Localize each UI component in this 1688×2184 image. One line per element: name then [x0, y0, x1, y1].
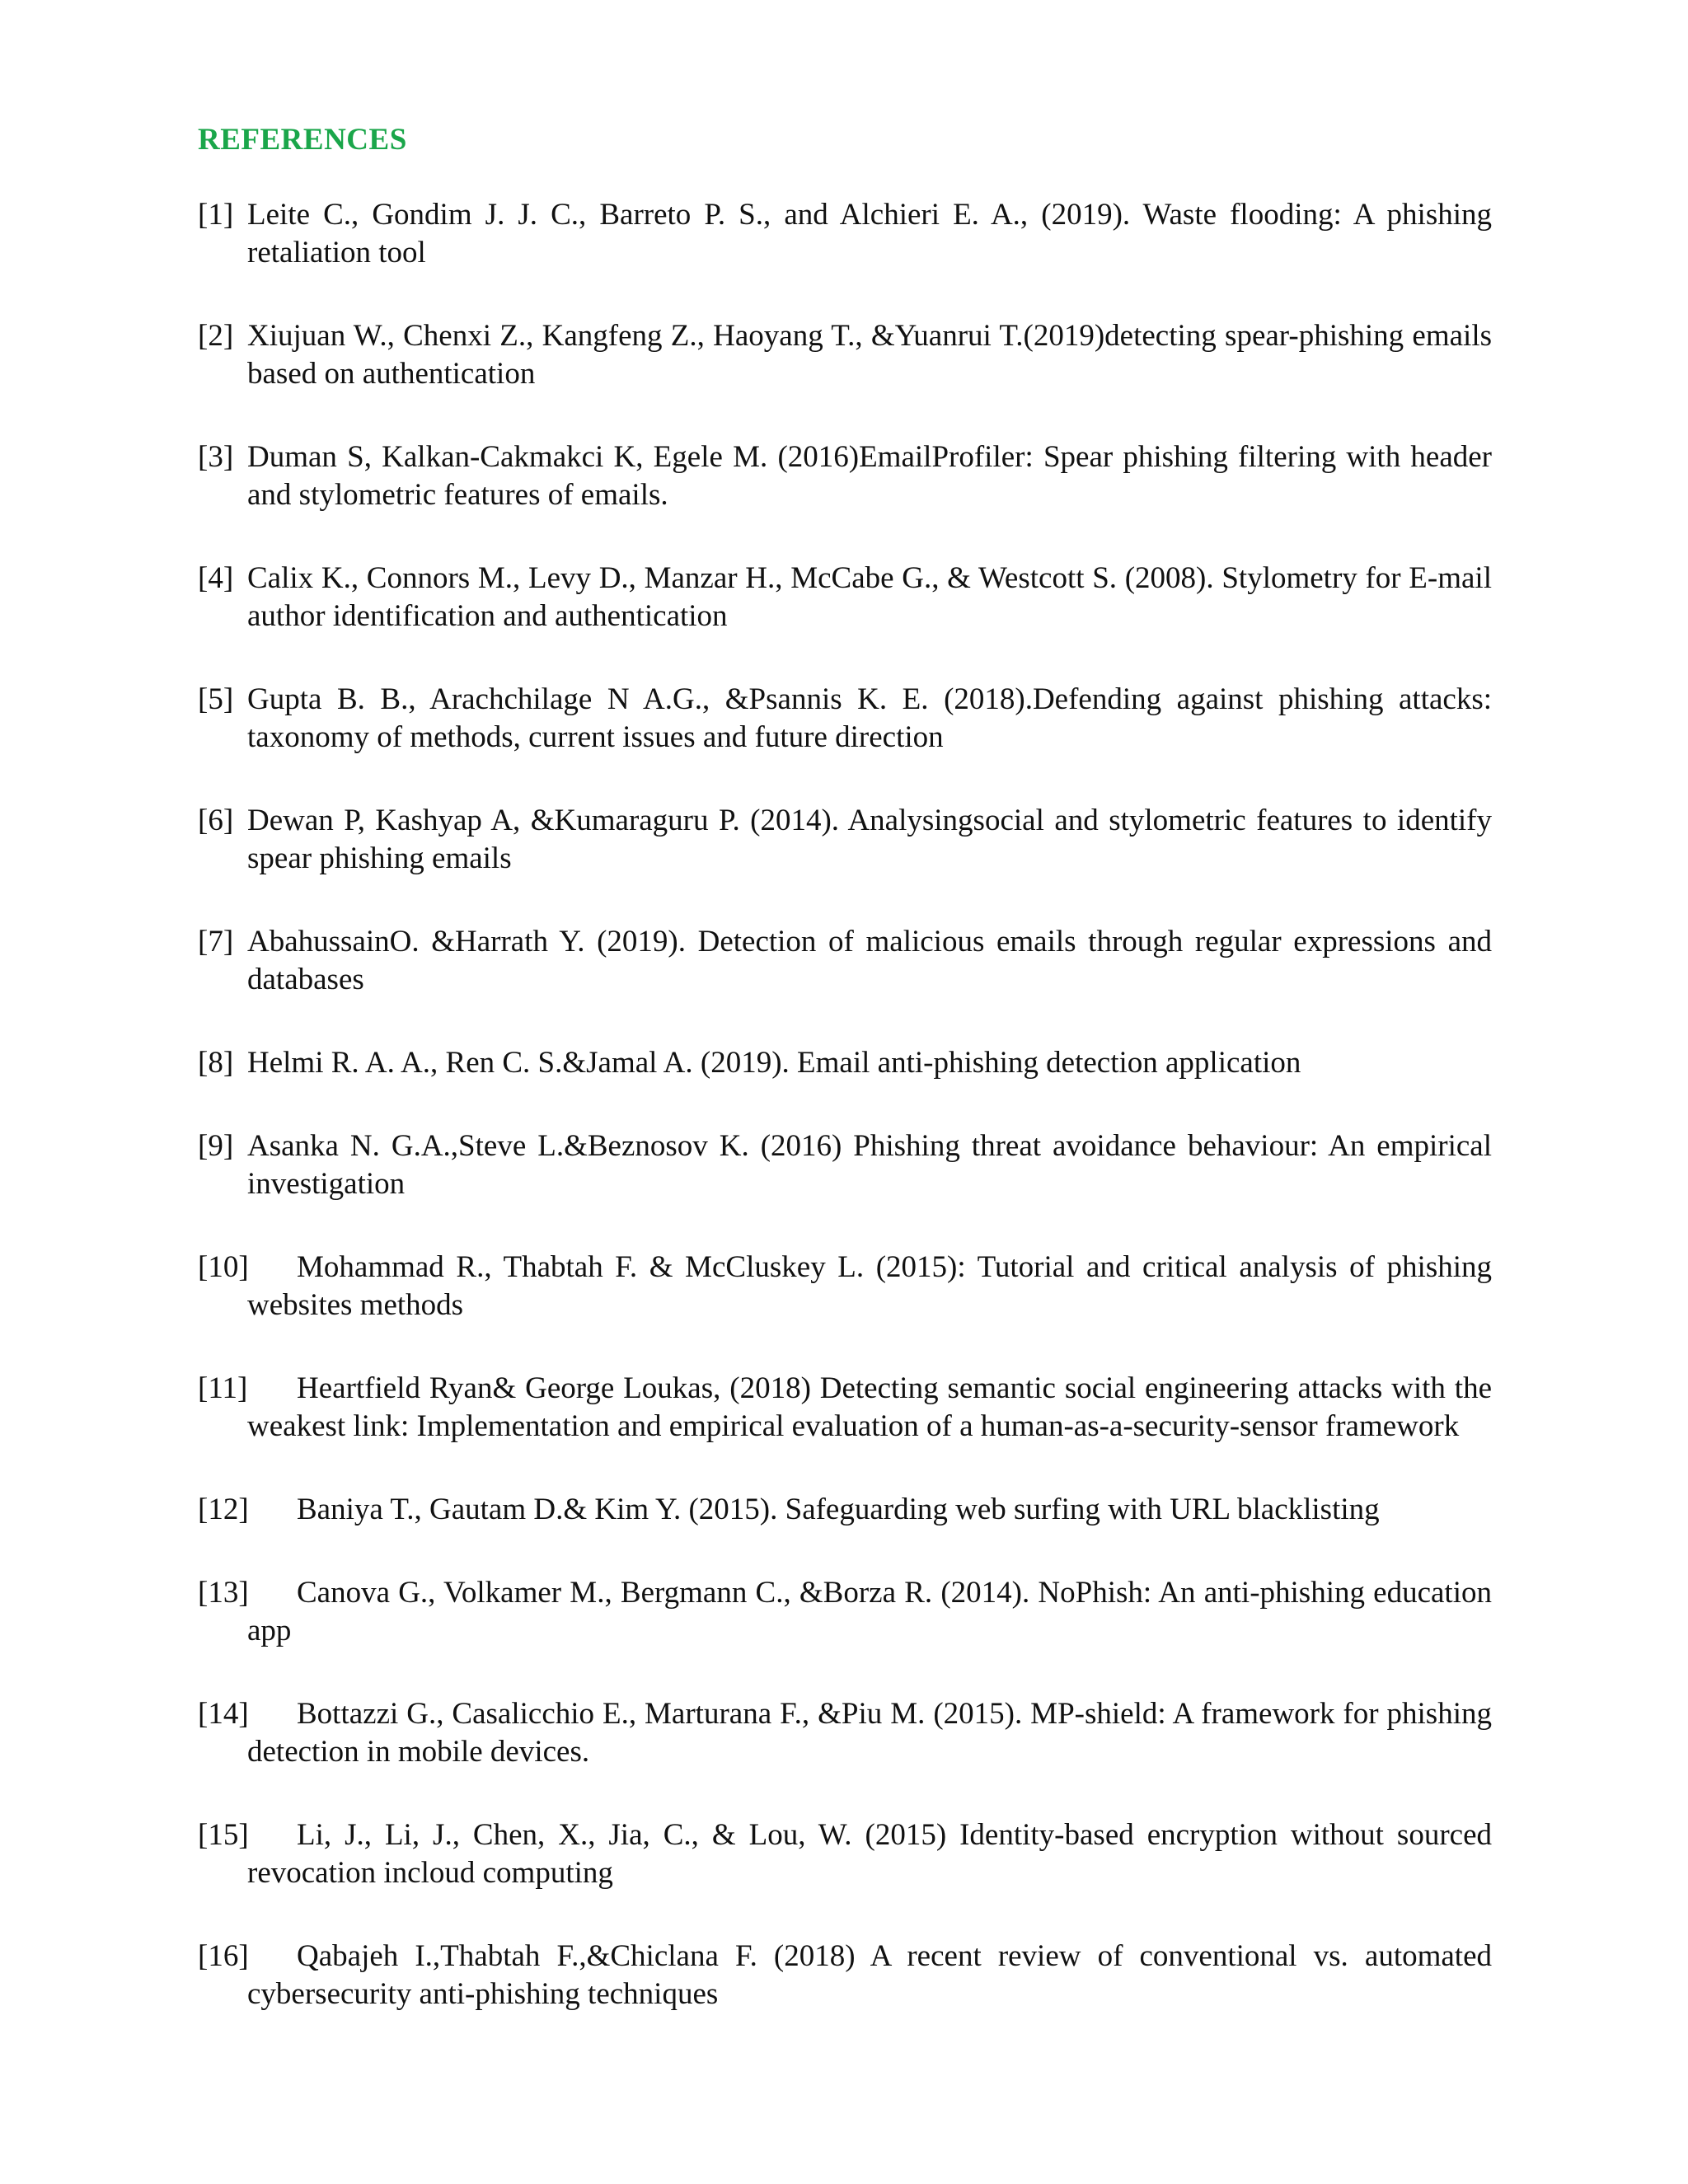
reference-item [198, 681, 1492, 757]
reference-text: Li, J., Li, J., Chen, X., Jia, C., & Lou, W. (2015) Identity-based encryption without sourced revocation incloud computing [247, 1818, 1492, 1890]
reference-text: Leite C., Gondim J. J. C., Barreto P. S., and Alchieri E. A., (2019). Waste flooding: A phishing retaliation tool [247, 198, 1492, 269]
reference-text: Helmi R. A. A., Ren C. S.&Jamal A. (2019). Email anti-phishing detection application [247, 1046, 1301, 1080]
reference-item [198, 196, 1492, 272]
reference-number: [9] [198, 1129, 234, 1163]
reference-number: [16] [198, 1939, 249, 1973]
reference-number: [13] [198, 1576, 249, 1610]
reference-number: [11] [198, 1371, 248, 1405]
reference-number: [10] [198, 1250, 249, 1284]
reference-item [198, 1695, 1492, 1771]
reference-item [198, 802, 1492, 878]
reference-number: [2] [198, 319, 234, 353]
reference-number: [14] [198, 1697, 249, 1731]
reference-number: [3] [198, 440, 234, 474]
reference-text: Asanka N. G.A.,Steve L.&Beznosov K. (2016) Phishing threat avoidance behaviour: An empirical investigation [247, 1129, 1492, 1201]
reference-number: [1] [198, 198, 234, 232]
reference-number: [6] [198, 804, 234, 837]
reference-text: Bottazzi G., Casalicchio E., Marturana F., &Piu M. (2015). MP-shield: A framework for phishing detection in mobile devices. [247, 1697, 1492, 1769]
reference-number: [8] [198, 1046, 234, 1080]
reference-item [198, 1491, 1492, 1529]
reference-text: Mohammad R., Thabtah F. & McCluskey L. (2015): Tutorial and critical analysis of phishing websites methods [247, 1250, 1492, 1322]
reference-item [198, 317, 1492, 393]
reference-item [198, 923, 1492, 999]
reference-number: [12] [198, 1493, 249, 1526]
reference-item [198, 560, 1492, 635]
reference-item [198, 1938, 1492, 2013]
reference-number: [4] [198, 561, 234, 595]
reference-text: Calix K., Connors M., Levy D., Manzar H., McCabe G., & Westcott S. (2008). Stylometry for E-mail author identification and authentication [247, 561, 1492, 633]
reference-number: [7] [198, 925, 234, 958]
reference-item [198, 1816, 1492, 1892]
reference-item [198, 438, 1492, 514]
reference-number: [5] [198, 682, 234, 716]
reference-text: Dewan P, Kashyap A, &Kumaraguru P. (2014). Analysingsocial and stylometric features to identify spear phishing emails [247, 804, 1492, 875]
references-heading: REFERENCES [198, 123, 407, 157]
reference-text: Heartfield Ryan& George Loukas, (2018) Detecting semantic social engineering attacks with the weakest link: Implementation and empirical evaluation of a human-as-a-security-sensor framework [247, 1371, 1492, 1443]
reference-item [198, 1127, 1492, 1203]
reference-item [198, 1249, 1492, 1324]
reference-text: Qabajeh I.,Thabtah F.,&Chiclana F. (2018) A recent review of conventional vs. automated cybersecurity anti-phishing techniques [247, 1939, 1492, 2011]
reference-text: Duman S, Kalkan-Cakmakci K, Egele M. (2016)EmailProfiler: Spear phishing filtering with header and stylometric features of emails. [247, 440, 1492, 512]
reference-text: Gupta B. B., Arachchilage N A.G., &Psannis K. E. (2018).Defending against phishing attacks: taxonomy of methods, current issues and future direction [247, 682, 1492, 754]
reference-text: Baniya T., Gautam D.& Kim Y. (2015). Safeguarding web surfing with URL blacklisting [297, 1493, 1380, 1526]
reference-text: Canova G., Volkamer M., Bergmann C., &Borza R. (2014). NoPhish: An anti-phishing education app [247, 1576, 1492, 1647]
reference-list [198, 196, 1492, 2059]
reference-number: [15] [198, 1818, 249, 1852]
reference-text: Xiujuan W., Chenxi Z., Kangfeng Z., Haoyang T., &Yuanrui T.(2019)detecting spear-phishing emails based on authentication [247, 319, 1492, 391]
reference-text: AbahussainO. &Harrath Y. (2019). Detection of malicious emails through regular expressions and databases [247, 925, 1492, 996]
reference-item [198, 1370, 1492, 1446]
reference-item [198, 1574, 1492, 1650]
reference-item [198, 1044, 1492, 1082]
